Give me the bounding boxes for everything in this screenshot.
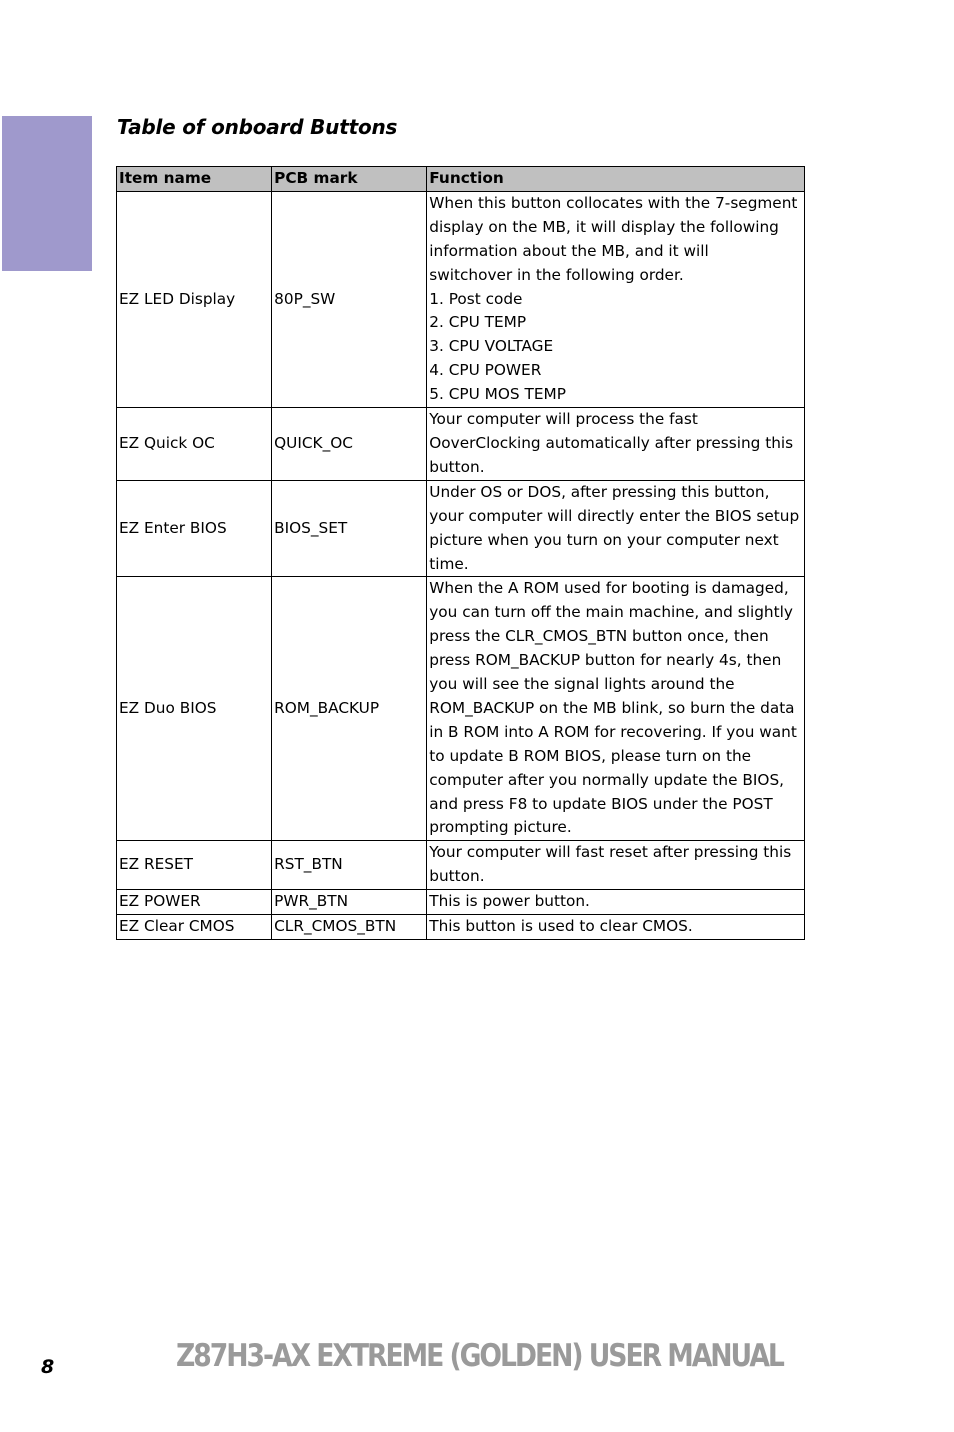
function-cell xyxy=(427,577,805,841)
header-function: Function xyxy=(427,167,805,192)
pcb-mark-cell: BIOS_SET xyxy=(272,480,427,577)
function-cell xyxy=(427,915,805,940)
function-line: computer after you normally update the BIOS, xyxy=(429,770,785,789)
side-tab-marker xyxy=(2,116,92,271)
item-name-cell: EZ POWER xyxy=(117,890,272,915)
item-name-cell: EZ Duo BIOS xyxy=(117,577,272,841)
function-line: 2. CPU TEMP xyxy=(429,313,527,332)
function-line: button. xyxy=(429,457,485,476)
function-cell xyxy=(427,841,805,890)
function-line: This is power button. xyxy=(429,892,590,911)
function-line: 3. CPU VOLTAGE xyxy=(429,337,554,356)
table-row xyxy=(117,408,805,481)
pcb-mark-cell: 80P_SW xyxy=(272,191,427,407)
function-line: prompting picture. xyxy=(429,818,572,837)
function-line: When this button collocates with the 7-segment xyxy=(429,193,798,212)
function-line: ROM_BACKUP on the MB blink, so burn the data xyxy=(429,698,795,717)
header-item-name: Item name xyxy=(117,167,272,192)
pcb-mark-cell: CLR_CMOS_BTN xyxy=(272,915,427,940)
function-line: button. xyxy=(429,867,485,886)
item-name-cell: EZ LED Display xyxy=(117,191,272,407)
function-cell xyxy=(427,480,805,577)
function-line: 5. CPU MOS TEMP xyxy=(429,385,566,404)
table-row xyxy=(117,890,805,915)
function-cell xyxy=(427,191,805,407)
function-line: switchover in the following order. xyxy=(429,265,684,284)
function-line: OoverClocking automatically after pressing this xyxy=(429,433,794,452)
function-line: When the A ROM used for booting is damaged, xyxy=(429,579,789,598)
table-row xyxy=(117,915,805,940)
function-cell xyxy=(427,408,805,481)
function-line: display on the MB, it will display the following xyxy=(429,217,779,236)
function-line: 1. Post code xyxy=(429,289,523,308)
table-header-row xyxy=(117,167,805,192)
function-line: to update B ROM BIOS, please turn on the xyxy=(429,746,752,765)
item-name-cell: EZ RESET xyxy=(117,841,272,890)
function-line: press the CLR_CMOS_BTN button once, then xyxy=(429,627,769,646)
item-name-cell: EZ Clear CMOS xyxy=(117,915,272,940)
function-line: in B ROM into A ROM for recovering. If you want xyxy=(429,722,797,741)
table-row xyxy=(117,841,805,890)
section-title: Table of onboard Buttons xyxy=(117,115,398,139)
table-row xyxy=(117,577,805,841)
function-line: Under OS or DOS, after pressing this button, xyxy=(429,482,770,501)
function-line: your computer will directly enter the BIOS setup xyxy=(429,506,800,525)
pcb-mark-cell: ROM_BACKUP xyxy=(272,577,427,841)
table-row xyxy=(117,191,805,407)
header-pcb-mark: PCB mark xyxy=(272,167,427,192)
function-line: picture when you turn on your computer next xyxy=(429,530,779,549)
function-line: information about the MB, and it will xyxy=(429,241,709,260)
manual-title: Z87H3-AX EXTREME (GOLDEN) USER MANUAL xyxy=(176,1338,783,1374)
function-line: and press F8 to update BIOS under the POST xyxy=(429,794,773,813)
function-line: you will see the signal lights around the xyxy=(429,675,735,694)
table-row xyxy=(117,480,805,577)
pcb-mark-cell: RST_BTN xyxy=(272,841,427,890)
function-line: Your computer will fast reset after pressing this xyxy=(429,843,792,862)
function-line: This button is used to clear CMOS. xyxy=(429,917,693,936)
function-line: 4. CPU POWER xyxy=(429,361,542,380)
pcb-mark-cell: PWR_BTN xyxy=(272,890,427,915)
page-number: 8 xyxy=(41,1356,55,1378)
item-name-cell: EZ Quick OC xyxy=(117,408,272,481)
function-cell xyxy=(427,890,805,915)
function-line: press ROM_BACKUP button for nearly 4s, then xyxy=(429,651,782,670)
function-line: you can turn off the main machine, and slightly xyxy=(429,603,793,622)
function-line: time. xyxy=(429,554,469,573)
function-line: Your computer will process the fast xyxy=(429,410,698,429)
onboard-buttons-table xyxy=(116,166,805,940)
item-name-cell: EZ Enter BIOS xyxy=(117,480,272,577)
pcb-mark-cell: QUICK_OC xyxy=(272,408,427,481)
